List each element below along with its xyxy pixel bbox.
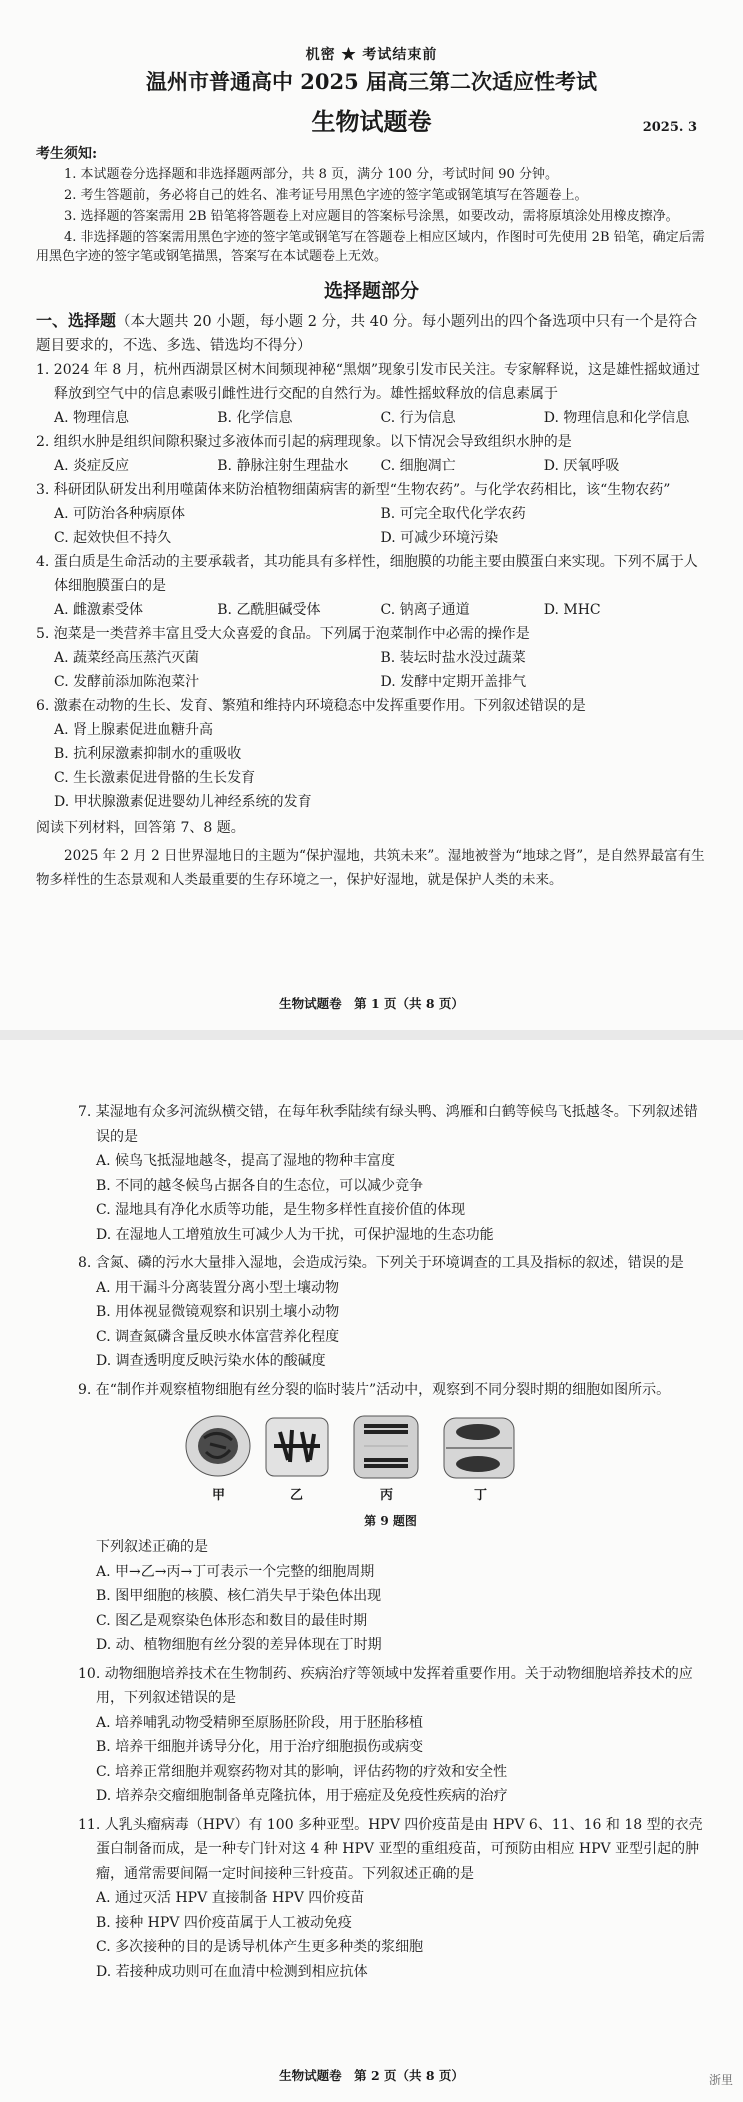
exam-title: 温州市普通高中 2025 届高三第二次适应性考试 — [145, 69, 598, 94]
question-list-page-2b — [78, 1662, 703, 1985]
option: C. 起效快但不持久 — [54, 530, 172, 546]
option: C. 生长激素促进骨骼的生长发育 — [54, 770, 256, 786]
option: A. 培养哺乳动物受精卵至原肠胚阶段，用于胚胎移植 — [96, 1714, 424, 1731]
options — [36, 406, 707, 430]
option: D. 培养杂交瘤细胞制备单克隆抗体，用于癌症及免疫性疾病的治疗 — [96, 1788, 508, 1804]
option: A. 物理信息 — [54, 410, 130, 426]
reading-material: 2025 年 2 月 2 日世界湿地日的主题为“保护湿地，共筑未来”。湿地被誉为“地球之肾”，是自然界最富有生物多样性的生态景观和人类最重要的生存环境之一，保护好湿地，就是保护人类的未来。 — [36, 848, 705, 888]
part-description: （本大题共 20 小题，每小题 2 分，共 40 分。每小题列出的四个备选项中只有一个是符合题目要求的，不选、多选、错选均不得分） — [36, 314, 698, 354]
question-stem: 10. 动物细胞培养技术在生物制药、疾病治疗等领域中发挥着重要作用。关于动物细胞培养技术的应用，下列叙述错误的是 — [78, 1665, 693, 1706]
option: A. 候鸟飞抵湿地越冬，提高了湿地的物种丰富度 — [96, 1153, 396, 1169]
question — [78, 1251, 703, 1374]
figure-label-bing: 丙 — [380, 1488, 394, 1503]
option: D. 可减少环境污染 — [380, 530, 499, 546]
option: C. 培养正常细胞并观察药物对其的影响，评估药物的疗效和安全性 — [96, 1763, 508, 1780]
question-stem: 2. 组织水肿是组织间隙积聚过多液体而引起的病理现象。以下情况会导致组织水肿的是 — [36, 434, 572, 450]
notice-heading: 考生须知: — [36, 146, 98, 162]
option: D. 若接种成功则可在血清中检测到相应抗体 — [96, 1963, 368, 1980]
option: A. 可防治各种病原体 — [54, 506, 186, 522]
option: B. 静脉注射生理盐水 — [217, 458, 349, 474]
subject-title — [36, 102, 707, 137]
option: C. 发酵前添加陈泡菜汁 — [54, 674, 200, 690]
option: A. 甲→乙→丙→丁可表示一个完整的细胞周期 — [96, 1563, 375, 1580]
option: C. 细胞凋亡 — [380, 458, 456, 474]
question-list-page-1 — [36, 358, 707, 814]
exam-date: 2025. 3 — [642, 120, 697, 135]
option: C. 钠离子通道 — [380, 602, 470, 618]
part-heading — [36, 309, 707, 358]
option: D. 调查透明度反映污染水体的酸碱度 — [96, 1353, 326, 1369]
question-stem: 5. 泡菜是一类营养丰富且受大众喜爱的食品。下列属于泡菜制作中必需的操作是 — [36, 626, 530, 642]
options — [36, 598, 707, 622]
cell-jia — [186, 1416, 250, 1476]
question-stem: 11. 人乳头瘤病毒（HPV）有 100 多种亚型。HPV 四价疫苗是由 HPV 6、11、16 和 18 型的衣壳蛋白制备而成，是一种专门针对这 4 种 HPV 亚型的重组疫苗，可预防由相应 HPV 亚型引起的肿瘤，通常需要间隔一定时间接种三针疫苗。下列叙述正确的是 — [78, 1816, 703, 1882]
question-stem: 9. 在“制作并观察植物细胞有丝分裂的临时装片”活动中，观察到不同分裂时期的细胞如图所示。 — [78, 1381, 671, 1398]
question — [36, 622, 707, 694]
page-footer: 生物试题卷 第 1 页（共 8 页） — [279, 996, 464, 1011]
question — [78, 1662, 703, 1809]
option: B. 培养干细胞并诱导分化，用于治疗细胞损伤或病变 — [96, 1739, 424, 1755]
option: D. 甲状腺激素促进婴幼儿神经系统的发育 — [54, 794, 312, 810]
option: A. 炎症反应 — [54, 458, 130, 474]
option: D. 厌氧呼吸 — [543, 458, 620, 474]
option: B. 接种 HPV 四价疫苗属于人工被动免疫 — [96, 1914, 352, 1931]
notice-item: 4. 非选择题的答案需用黑色字迹的签字笔或钢笔写在答题卷上相应区域内，作图时可先使用 2B 铅笔，确定后需用黑色字迹的签字笔或钢笔描黑，答案写在本试题卷上无效。 — [36, 230, 705, 264]
option: C. 调查氮磷含量反映水体富营养化程度 — [96, 1328, 340, 1345]
options — [36, 718, 707, 814]
question — [36, 694, 707, 814]
question-stem: 3. 科研团队研发出利用噬菌体来防治植物细菌病害的新型“生物农药”。与化学农药相比，该“生物农药” — [36, 482, 671, 498]
question — [36, 478, 707, 550]
option: A. 肾上腺素促进血糖升高 — [54, 722, 214, 738]
candidate-notice — [36, 143, 707, 266]
options — [78, 1149, 703, 1247]
reading-intro: 阅读下列材料，回答第 7、8 题。 — [36, 820, 245, 836]
cell-yi — [266, 1418, 328, 1476]
exam-page-1 — [0, 0, 743, 1030]
question-stem: 8. 含氮、磷的污水大量排入湿地，会造成污染。下列关于环境调查的工具及指标的叙述，错误的是 — [78, 1255, 684, 1271]
option: D. 发酵中定期开盖排气 — [380, 674, 527, 690]
notice-item: 2. 考生答题前，务必将自己的姓名、准考证号用黑色字迹的签字笔或钢笔填写在答题卷上。 — [64, 188, 588, 203]
question — [36, 358, 707, 430]
exam-page-2 — [0, 1040, 743, 2102]
option: B. 用体视显微镜观察和识别土壤小动物 — [96, 1304, 340, 1320]
question-stem: 1. 2024 年 8 月，杭州西湖景区树木间频现神秘“黑烟”现象引发市民关注。专家解释说，这是雄性摇蚊通过释放到空气中的信息素吸引雌性进行交配的自然行为。雄性摇蚊释放的信息素属于 — [36, 362, 701, 402]
option: B. 不同的越冬候鸟占据各自的生态位，可以减少竞争 — [96, 1177, 424, 1194]
option: C. 行为信息 — [380, 410, 456, 426]
option: C. 多次接种的目的是诱导机体产生更多种类的浆细胞 — [96, 1939, 424, 1955]
options — [36, 502, 707, 550]
figure-caption: 第 9 题图 — [364, 1514, 417, 1528]
confidential-label: 机密 ★ 考试结束前 — [305, 47, 438, 63]
option: B. 化学信息 — [217, 410, 293, 426]
option: B. 可完全取代化学农药 — [380, 506, 526, 522]
option: A. 蔬菜经高压蒸汽灭菌 — [54, 650, 200, 666]
figure-label-jia: 甲 — [212, 1488, 226, 1503]
question-9-continued — [78, 1535, 703, 1658]
options — [78, 1886, 703, 1984]
subject-title-text: 生物试题卷 — [311, 107, 432, 136]
options — [36, 646, 707, 694]
question — [36, 550, 707, 622]
options — [36, 454, 707, 478]
option: A. 雌激素受体 — [54, 602, 144, 618]
question-stem: 下列叙述正确的是 — [96, 1539, 208, 1555]
cell-ding — [444, 1418, 514, 1478]
option: D. 在湿地人工增殖放生可减少人为干扰，可保护湿地的生态功能 — [96, 1226, 494, 1243]
notice-item: 1. 本试题卷分选择题和非选择题两部分，共 8 页，满分 100 分，考试时间 90 分钟。 — [64, 167, 558, 182]
option: D. MHC — [543, 602, 601, 618]
option: A. 通过灭活 HPV 直接制备 HPV 四价疫苗 — [96, 1890, 365, 1906]
option: A. 用干漏斗分离装置分离小型土壤动物 — [96, 1279, 340, 1296]
section-title: 选择题部分 — [323, 280, 419, 302]
watermark: 浙里 — [708, 2073, 733, 2087]
option: D. 动、植物细胞有丝分裂的差异体现在丁时期 — [96, 1637, 382, 1653]
question — [78, 1813, 703, 1985]
question — [36, 430, 707, 478]
question — [78, 1378, 703, 1403]
question — [78, 1100, 703, 1247]
option: C. 湿地具有净化水质等功能，是生物多样性直接价值的体现 — [96, 1202, 466, 1218]
options — [78, 1276, 703, 1374]
mitosis-figure — [78, 1408, 703, 1508]
option: B. 装坛时盐水没过蔬菜 — [380, 650, 526, 666]
mitosis-cells-image — [178, 1408, 538, 1484]
figure-label-ding: 丁 — [474, 1488, 488, 1503]
option: B. 图甲细胞的核膜、核仁消失早于染色体出现 — [96, 1588, 382, 1604]
option: B. 乙酰胆碱受体 — [217, 602, 321, 618]
options — [78, 1711, 703, 1809]
option: B. 抗利尿激素抑制水的重吸收 — [54, 746, 242, 762]
part-label: 一、选择题 — [36, 311, 117, 330]
option: D. 物理信息和化学信息 — [543, 410, 690, 426]
question-stem: 4. 蛋白质是生命活动的主要承载者，其功能具有多样性，细胞膜的功能主要由膜蛋白来实现。下列不属于人体细胞膜蛋白的是 — [36, 554, 698, 594]
notice-item: 3. 选择题的答案需用 2B 铅笔将答题卷上对应题目的答案标号涂黑，如要改动，需将原填涂处用橡皮擦净。 — [64, 209, 679, 224]
option: C. 图乙是观察染色体形态和数目的最佳时期 — [96, 1612, 368, 1629]
question-stem: 6. 激素在动物的生长、发育、繁殖和维持内环境稳态中发挥重要作用。下列叙述错误的是 — [36, 698, 586, 714]
question-stem: 7. 某湿地有众多河流纵横交错，在每年秋季陆续有绿头鸭、鸿雁和白鹤等候鸟飞抵越冬。下列叙述错误的是 — [78, 1104, 698, 1145]
cell-bing — [354, 1416, 418, 1478]
figure-label-yi: 乙 — [290, 1488, 304, 1503]
options — [78, 1560, 703, 1658]
page-footer: 生物试题卷 第 2 页（共 8 页） — [279, 2068, 464, 2083]
question-list-page-2a — [78, 1100, 703, 1402]
